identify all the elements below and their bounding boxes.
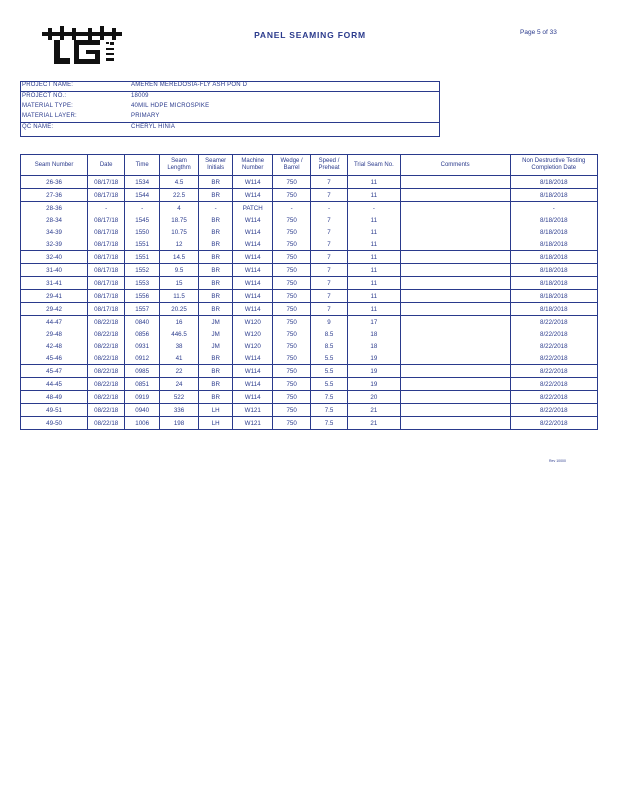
table-row — [21, 238, 598, 251]
cell-nd-testing-date: 8/22/2018 — [510, 378, 597, 391]
cell-comments — [400, 202, 510, 215]
cell-machine-number: W120 — [233, 340, 273, 352]
cell-seam-length: 4 — [160, 202, 199, 215]
cell-machine-number: W114 — [233, 189, 273, 202]
cell-seam-length: 4.5 — [160, 176, 199, 189]
cell-nd-testing-date: 8/22/2018 — [510, 365, 597, 378]
cell-trial-seam-no: 17 — [348, 316, 401, 329]
cell-seam-length: 446.5 — [160, 328, 199, 340]
table-row — [21, 214, 598, 226]
cell-speed-preheat: 7 — [311, 176, 348, 189]
cell-time: 0840 — [125, 316, 160, 329]
table-row — [21, 391, 598, 404]
cell-time: 0851 — [125, 378, 160, 391]
header-seamer-initials: Seamer Initials — [199, 155, 233, 176]
table-row — [21, 365, 598, 378]
header-wedge-barrel: Wedge / Barrel — [273, 155, 311, 176]
cell-machine-number: W114 — [233, 391, 273, 404]
cell-machine-number: W114 — [233, 290, 273, 303]
cell-seam-length: 9.5 — [160, 264, 199, 277]
cell-nd-testing-date: 8/18/2018 — [510, 238, 597, 251]
cell-seam-length: 20.25 — [160, 303, 199, 316]
header-date: Date — [88, 155, 125, 176]
cell-wedge-barrel: 750 — [273, 417, 311, 430]
cell-comments — [400, 417, 510, 430]
cell-trial-seam-no: 18 — [348, 328, 401, 340]
cell-speed-preheat: 7 — [311, 214, 348, 226]
cell-comments — [400, 290, 510, 303]
company-logo — [40, 26, 130, 66]
cell-date: - — [88, 202, 125, 215]
cell-speed-preheat: 7.5 — [311, 417, 348, 430]
cell-trial-seam-no: 11 — [348, 176, 401, 189]
cell-time: 0931 — [125, 340, 160, 352]
cell-trial-seam-no: 11 — [348, 214, 401, 226]
cell-seam-number: 31-41 — [21, 277, 88, 290]
cell-trial-seam-no: 11 — [348, 226, 401, 238]
cell-nd-testing-date: - — [510, 202, 597, 215]
table-row — [21, 202, 598, 215]
cell-machine-number: W114 — [233, 378, 273, 391]
cell-seamer-initials: - — [199, 202, 233, 215]
cell-comments — [400, 365, 510, 378]
project-name-label: PROJECT NAME: — [22, 82, 74, 88]
cell-comments — [400, 352, 510, 365]
qc-name-label: QC NAME: — [22, 124, 54, 130]
cell-time: 1545 — [125, 214, 160, 226]
cell-seam-number: 42-48 — [21, 340, 88, 352]
cell-date: 08/17/18 — [88, 238, 125, 251]
table-row — [21, 303, 598, 316]
cell-seam-length: 198 — [160, 417, 199, 430]
cell-date: 08/22/18 — [88, 352, 125, 365]
cell-nd-testing-date: 8/22/2018 — [510, 352, 597, 365]
cell-seam-number: 44-47 — [21, 316, 88, 329]
cell-seamer-initials: BR — [199, 189, 233, 202]
cell-nd-testing-date: 8/18/2018 — [510, 251, 597, 264]
cell-seam-length: 18.75 — [160, 214, 199, 226]
cell-seamer-initials: BR — [199, 391, 233, 404]
form-title: PANEL SEAMING FORM — [254, 30, 366, 40]
cell-wedge-barrel: 750 — [273, 303, 311, 316]
cell-seamer-initials: BR — [199, 214, 233, 226]
cell-machine-number: W114 — [233, 226, 273, 238]
cell-seamer-initials: BR — [199, 226, 233, 238]
cell-trial-seam-no: 20 — [348, 391, 401, 404]
cell-comments — [400, 214, 510, 226]
cell-seam-number: 32-40 — [21, 251, 88, 264]
cell-wedge-barrel: 750 — [273, 189, 311, 202]
cell-seam-length: 22.5 — [160, 189, 199, 202]
cell-seam-length: 16 — [160, 316, 199, 329]
table-row — [21, 251, 598, 264]
cell-speed-preheat: 7 — [311, 303, 348, 316]
cell-speed-preheat: 7 — [311, 251, 348, 264]
cell-nd-testing-date: 8/18/2018 — [510, 264, 597, 277]
cell-seamer-initials: BR — [199, 352, 233, 365]
cell-time: 1534 — [125, 176, 160, 189]
cell-date: 08/22/18 — [88, 378, 125, 391]
cell-seam-number: 28-34 — [21, 214, 88, 226]
cell-seam-length: 41 — [160, 352, 199, 365]
table-row — [21, 352, 598, 365]
cell-seamer-initials: JM — [199, 340, 233, 352]
cell-machine-number: W114 — [233, 303, 273, 316]
table-row — [21, 290, 598, 303]
cell-wedge-barrel: 750 — [273, 316, 311, 329]
cell-date: 08/22/18 — [88, 328, 125, 340]
cell-comments — [400, 176, 510, 189]
table-row — [21, 404, 598, 417]
cell-nd-testing-date: 8/22/2018 — [510, 340, 597, 352]
cell-comments — [400, 316, 510, 329]
cell-speed-preheat: 9 — [311, 316, 348, 329]
cell-seamer-initials: JM — [199, 328, 233, 340]
cell-time: 1553 — [125, 277, 160, 290]
cell-wedge-barrel: 750 — [273, 365, 311, 378]
cell-trial-seam-no: 11 — [348, 189, 401, 202]
header-seam-number: Seam Number — [21, 155, 88, 176]
cell-time: 1550 — [125, 226, 160, 238]
cell-seamer-initials: BR — [199, 264, 233, 277]
cell-trial-seam-no: 11 — [348, 264, 401, 277]
cell-seam-number: 28-36 — [21, 202, 88, 215]
cell-seam-number: 29-42 — [21, 303, 88, 316]
cell-nd-testing-date: 8/18/2018 — [510, 176, 597, 189]
table-header-row — [21, 155, 598, 176]
cell-wedge-barrel: 750 — [273, 226, 311, 238]
cell-seam-number: 34-39 — [21, 226, 88, 238]
cell-wedge-barrel: 750 — [273, 352, 311, 365]
cell-wedge-barrel: 750 — [273, 290, 311, 303]
cell-seam-number: 49-50 — [21, 417, 88, 430]
cell-trial-seam-no: 19 — [348, 378, 401, 391]
cell-speed-preheat: 5.5 — [311, 365, 348, 378]
table-row — [21, 417, 598, 430]
table-row — [21, 328, 598, 340]
cell-seam-number: 29-48 — [21, 328, 88, 340]
cell-seam-length: 336 — [160, 404, 199, 417]
cell-seam-number: 29-41 — [21, 290, 88, 303]
header-comments: Comments — [400, 155, 510, 176]
table-row — [21, 340, 598, 352]
cell-seam-length: 10.75 — [160, 226, 199, 238]
cell-machine-number: W120 — [233, 328, 273, 340]
cell-seam-number: 32-39 — [21, 238, 88, 251]
cell-seam-length: 15 — [160, 277, 199, 290]
cell-trial-seam-no: 11 — [348, 238, 401, 251]
cell-machine-number: W114 — [233, 365, 273, 378]
cell-machine-number: W120 — [233, 316, 273, 329]
table-row — [21, 226, 598, 238]
cell-speed-preheat: 7.5 — [311, 391, 348, 404]
project-info-box — [20, 81, 440, 137]
cell-date: 08/17/18 — [88, 189, 125, 202]
header-machine-number: Machine Number — [233, 155, 273, 176]
cell-seam-length: 22 — [160, 365, 199, 378]
cell-wedge-barrel: - — [273, 202, 311, 215]
cell-seam-number: 48-49 — [21, 391, 88, 404]
cell-comments — [400, 303, 510, 316]
project-no-value: 18009 — [131, 93, 149, 99]
cell-wedge-barrel: 750 — [273, 391, 311, 404]
cell-time: 1544 — [125, 189, 160, 202]
cell-date: 08/22/18 — [88, 365, 125, 378]
cell-seam-length: 522 — [160, 391, 199, 404]
material-type-label: MATERIAL TYPE: — [22, 103, 74, 109]
table-row — [21, 277, 598, 290]
cell-nd-testing-date: 8/18/2018 — [510, 214, 597, 226]
cell-trial-seam-no: 21 — [348, 404, 401, 417]
cell-speed-preheat: 7 — [311, 264, 348, 277]
table-row — [21, 176, 598, 189]
cell-seamer-initials: BR — [199, 365, 233, 378]
cell-machine-number: W114 — [233, 352, 273, 365]
cell-speed-preheat: 7 — [311, 290, 348, 303]
cell-comments — [400, 251, 510, 264]
cell-machine-number: W114 — [233, 214, 273, 226]
cell-seam-length: 14.5 — [160, 251, 199, 264]
cell-date: 08/17/18 — [88, 251, 125, 264]
header-time: Time — [125, 155, 160, 176]
cell-comments — [400, 189, 510, 202]
cell-speed-preheat: 7 — [311, 226, 348, 238]
cell-trial-seam-no: 11 — [348, 277, 401, 290]
cell-comments — [400, 391, 510, 404]
cell-machine-number: W114 — [233, 251, 273, 264]
cell-machine-number: W114 — [233, 176, 273, 189]
cell-time: 0912 — [125, 352, 160, 365]
header-nd-testing-date: Non Destructive Testing Completion Date — [510, 155, 597, 176]
divider — [21, 91, 439, 92]
cell-wedge-barrel: 750 — [273, 404, 311, 417]
cell-comments — [400, 226, 510, 238]
material-layer-label: MATERIAL LAYER: — [22, 113, 77, 119]
cell-seam-length: 24 — [160, 378, 199, 391]
cell-time: 1557 — [125, 303, 160, 316]
cell-speed-preheat: 8.5 — [311, 340, 348, 352]
cell-nd-testing-date: 8/18/2018 — [510, 277, 597, 290]
cell-speed-preheat: 7 — [311, 238, 348, 251]
cell-nd-testing-date: 8/22/2018 — [510, 404, 597, 417]
cell-machine-number: W121 — [233, 404, 273, 417]
cell-wedge-barrel: 750 — [273, 238, 311, 251]
cell-seam-number: 27-36 — [21, 189, 88, 202]
cell-comments — [400, 404, 510, 417]
cell-nd-testing-date: 8/18/2018 — [510, 290, 597, 303]
cell-seamer-initials: LH — [199, 417, 233, 430]
table-row — [21, 189, 598, 202]
header-seam-length: Seam Lengthm — [160, 155, 199, 176]
page-number: Page 5 of 33 — [520, 29, 557, 36]
cell-date: 08/22/18 — [88, 404, 125, 417]
cell-trial-seam-no: 11 — [348, 303, 401, 316]
cell-seam-length: 38 — [160, 340, 199, 352]
cell-time: 1551 — [125, 238, 160, 251]
cell-nd-testing-date: 8/18/2018 — [510, 226, 597, 238]
cell-comments — [400, 264, 510, 277]
cell-seamer-initials: BR — [199, 176, 233, 189]
cell-nd-testing-date: 8/18/2018 — [510, 189, 597, 202]
cell-seamer-initials: JM — [199, 316, 233, 329]
cell-seamer-initials: BR — [199, 277, 233, 290]
cell-seam-number: 26-36 — [21, 176, 88, 189]
cell-date: 08/17/18 — [88, 264, 125, 277]
cell-time: 0856 — [125, 328, 160, 340]
cell-comments — [400, 378, 510, 391]
cell-seamer-initials: BR — [199, 303, 233, 316]
cell-seam-length: 11.5 — [160, 290, 199, 303]
cell-time: 0919 — [125, 391, 160, 404]
cell-comments — [400, 328, 510, 340]
cell-date: 08/17/18 — [88, 214, 125, 226]
material-layer-value: PRIMARY — [131, 113, 160, 119]
cell-trial-seam-no: 19 — [348, 365, 401, 378]
cell-time: 0985 — [125, 365, 160, 378]
cell-date: 08/17/18 — [88, 226, 125, 238]
cell-machine-number: W121 — [233, 417, 273, 430]
cell-trial-seam-no: 21 — [348, 417, 401, 430]
cell-time: 1556 — [125, 290, 160, 303]
cell-machine-number: W114 — [233, 264, 273, 277]
table-body — [21, 176, 598, 430]
cell-date: 08/17/18 — [88, 277, 125, 290]
cell-date: 08/17/18 — [88, 303, 125, 316]
cell-trial-seam-no: 18 — [348, 340, 401, 352]
cell-speed-preheat: 5.5 — [311, 378, 348, 391]
cell-speed-preheat: 7 — [311, 277, 348, 290]
project-name-value: AMEREN MEREDOSIA-FLY ASH PON D — [131, 82, 248, 88]
cell-date: 08/22/18 — [88, 316, 125, 329]
cell-wedge-barrel: 750 — [273, 264, 311, 277]
header-speed-preheat: Speed / Preheat — [311, 155, 348, 176]
cell-trial-seam-no: 11 — [348, 290, 401, 303]
cell-trial-seam-no: - — [348, 202, 401, 215]
cell-seam-number: 49-51 — [21, 404, 88, 417]
cell-nd-testing-date: 8/22/2018 — [510, 328, 597, 340]
cell-speed-preheat: 5.5 — [311, 352, 348, 365]
qc-name-value: CHERYL HINIA — [131, 124, 176, 130]
cell-wedge-barrel: 750 — [273, 378, 311, 391]
cell-speed-preheat: 8.5 — [311, 328, 348, 340]
table-row — [21, 378, 598, 391]
cell-comments — [400, 238, 510, 251]
cell-date: 08/17/18 — [88, 290, 125, 303]
cell-comments — [400, 340, 510, 352]
cell-date: 08/22/18 — [88, 391, 125, 404]
cell-seam-number: 45-46 — [21, 352, 88, 365]
cell-comments — [400, 277, 510, 290]
cell-speed-preheat: 7.5 — [311, 404, 348, 417]
cell-date: 08/22/18 — [88, 340, 125, 352]
cell-seamer-initials: BR — [199, 251, 233, 264]
cell-nd-testing-date: 8/22/2018 — [510, 316, 597, 329]
cell-wedge-barrel: 750 — [273, 328, 311, 340]
cell-machine-number: W114 — [233, 238, 273, 251]
cell-trial-seam-no: 11 — [348, 251, 401, 264]
cell-time: 1006 — [125, 417, 160, 430]
cell-trial-seam-no: 19 — [348, 352, 401, 365]
cell-seamer-initials: BR — [199, 378, 233, 391]
cell-nd-testing-date: 8/18/2018 — [510, 303, 597, 316]
header-trial-seam-no: Trial Seam No. — [348, 155, 401, 176]
project-no-label: PROJECT NO.: — [22, 93, 67, 99]
cell-seam-number: 45-47 — [21, 365, 88, 378]
cell-speed-preheat: - — [311, 202, 348, 215]
table-row — [21, 264, 598, 277]
cell-nd-testing-date: 8/22/2018 — [510, 391, 597, 404]
material-type-value: 40MIL HDPE MICROSPIKE — [131, 103, 210, 109]
cell-seamer-initials: BR — [199, 238, 233, 251]
cell-nd-testing-date: 8/22/2018 — [510, 417, 597, 430]
cell-seam-length: 12 — [160, 238, 199, 251]
cell-seam-number: 44-45 — [21, 378, 88, 391]
cell-seamer-initials: BR — [199, 290, 233, 303]
cell-wedge-barrel: 750 — [273, 277, 311, 290]
cell-wedge-barrel: 750 — [273, 176, 311, 189]
cell-time: 1552 — [125, 264, 160, 277]
cell-seamer-initials: LH — [199, 404, 233, 417]
seaming-table — [20, 154, 598, 430]
cell-date: 08/17/18 — [88, 176, 125, 189]
cell-date: 08/22/18 — [88, 417, 125, 430]
cell-speed-preheat: 7 — [311, 189, 348, 202]
divider — [21, 122, 439, 123]
cell-wedge-barrel: 750 — [273, 340, 311, 352]
cell-machine-number: W114 — [233, 277, 273, 290]
cell-wedge-barrel: 750 — [273, 251, 311, 264]
table-row — [21, 316, 598, 329]
cell-wedge-barrel: 750 — [273, 214, 311, 226]
cell-time: 0940 — [125, 404, 160, 417]
cell-seam-number: 31-40 — [21, 264, 88, 277]
cell-machine-number: PATCH — [233, 202, 273, 215]
cell-time: - — [125, 202, 160, 215]
revision-note: Rev 10000 — [549, 459, 566, 463]
cell-time: 1551 — [125, 251, 160, 264]
